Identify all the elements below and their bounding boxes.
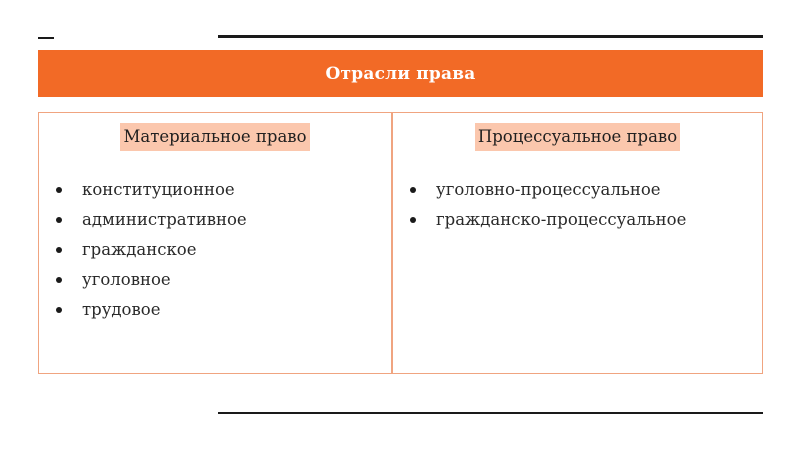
bullet-icon: [56, 217, 62, 223]
list-item: гражданско-процессуальное: [410, 205, 686, 235]
column-material-law: [38, 112, 392, 374]
bottom-rule: [218, 412, 763, 414]
column-heading-material-law: Материальное право: [120, 123, 309, 151]
top-rule: [218, 35, 763, 38]
bullet-icon: [410, 217, 416, 223]
list-item: конституционное: [56, 175, 247, 205]
header-band: [38, 50, 763, 97]
material-law-list: [56, 175, 247, 325]
bullet-icon: [56, 247, 62, 253]
list-item: уголовное: [56, 265, 247, 295]
bullet-icon: [56, 307, 62, 313]
bullet-icon: [56, 277, 62, 283]
list-item: уголовно-процессуальное: [410, 175, 686, 205]
column-procedural-law: [392, 112, 763, 374]
bullet-icon: [56, 187, 62, 193]
procedural-law-list: [410, 175, 686, 235]
column-heading-procedural-law: Процессуальное право: [475, 123, 680, 151]
bullet-icon: [410, 187, 416, 193]
list-item: трудовое: [56, 295, 247, 325]
list-item: административное: [56, 205, 247, 235]
list-item: гражданское: [56, 235, 247, 265]
slide-title: Отрасли права: [325, 63, 476, 84]
top-left-rule: [38, 37, 54, 39]
